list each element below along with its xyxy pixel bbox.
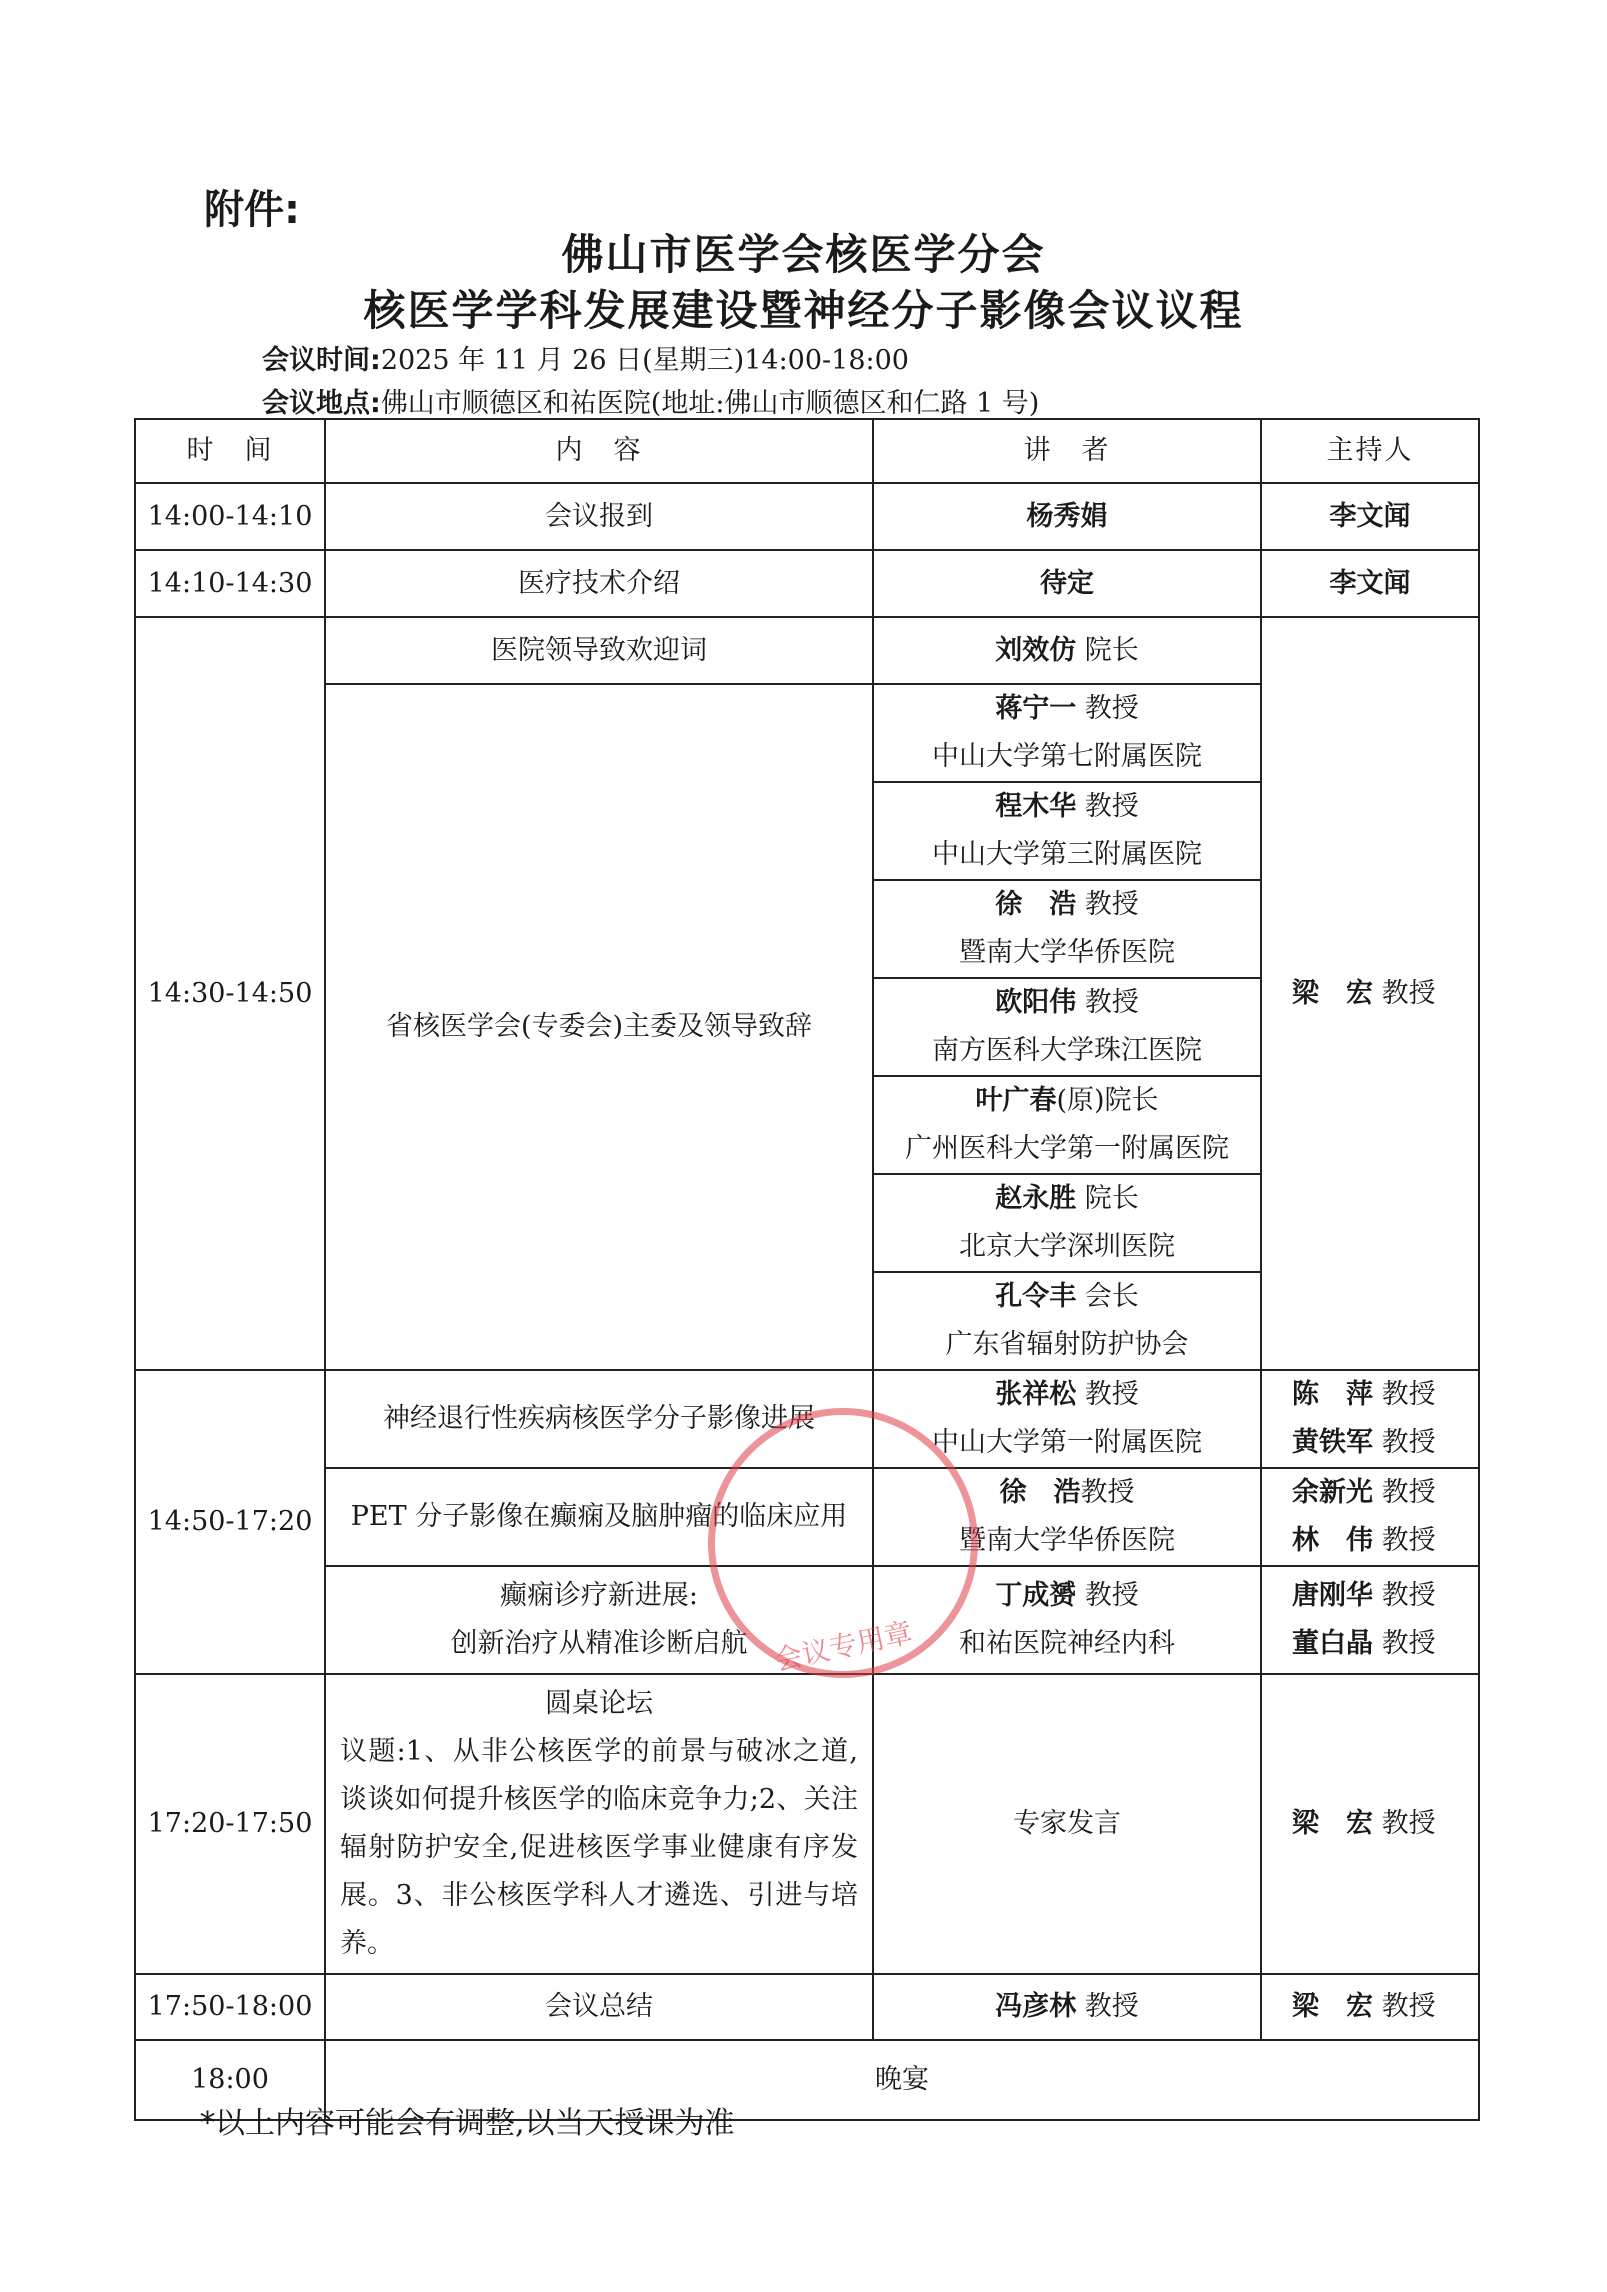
speaker-title: 教授 xyxy=(1084,1580,1139,1611)
row-time: 14:00-14:10 xyxy=(135,483,325,550)
forum-topics: 议题:1、从非公核医学的前景与破冰之道,谈谈如何提升核医学的临床竞争力;2、关注辐射防护安全,促进核医学事业健康有序发展。3、非公核医学科人才遴选、引进与培养。 xyxy=(340,1736,858,1959)
speaker-cell xyxy=(873,1272,1261,1370)
speaker-title: (原)院长 xyxy=(1056,1085,1159,1116)
speaker-org: 广东省辐射防护协会 xyxy=(945,1329,1189,1360)
speaker-name: 张祥松 xyxy=(995,1379,1077,1410)
speaker-cell xyxy=(873,684,1261,782)
meeting-place-value: 佛山市顺德区和祐医院(地址:佛山市顺德区和仁路 1 号) xyxy=(380,388,1040,419)
meeting-place-label: 会议地点: xyxy=(262,388,381,419)
row-host xyxy=(1261,1370,1479,1468)
row-speaker: 杨秀娟 xyxy=(873,483,1261,550)
table-row xyxy=(135,550,1479,617)
row-host xyxy=(1261,1468,1479,1566)
speaker-name: 欧阳伟 xyxy=(995,987,1077,1018)
document-title-line1: 佛山市医学会核医学分会 xyxy=(561,230,1046,279)
header-host: 主持人 xyxy=(1261,419,1479,483)
speaker-org: 和祐医院神经内科 xyxy=(959,1628,1175,1659)
host-name: 陈 萍 xyxy=(1292,1379,1373,1410)
row-content: 医疗技术介绍 xyxy=(325,550,873,617)
speaker-cell xyxy=(873,880,1261,978)
document-title-line2: 核医学学科发展建设暨神经分子影像会议议程 xyxy=(363,286,1244,335)
official-seal xyxy=(708,1408,978,1678)
speaker-name: 丁成赟 xyxy=(995,1580,1077,1611)
speaker-title: 教授 xyxy=(1084,1379,1139,1410)
speaker-org: 中山大学第三附属医院 xyxy=(932,839,1202,870)
host-name: 梁 宏 xyxy=(1292,977,1373,1009)
row-host xyxy=(1261,1974,1479,2040)
host-title: 教授 xyxy=(1381,1525,1436,1556)
speaker-org: 中山大学第七附属医院 xyxy=(932,741,1202,772)
speaker-title: 教授 xyxy=(1080,1477,1135,1508)
speaker-name: 程木华 xyxy=(995,791,1077,822)
speaker-org: 广州医科大学第一附属医院 xyxy=(905,1133,1229,1164)
speaker-name: 刘效仿 xyxy=(995,634,1077,666)
speaker-cell xyxy=(873,617,1261,684)
row-content: 神经退行性疾病核医学分子影像进展 xyxy=(325,1370,873,1468)
speaker-name: 徐 浩 xyxy=(995,889,1077,920)
speaker-title: 教授 xyxy=(1084,791,1139,822)
speaker-org: 南方医科大学珠江医院 xyxy=(932,1035,1202,1066)
speaker-name: 赵永胜 xyxy=(995,1183,1077,1214)
speaker-title: 教授 xyxy=(1084,1991,1139,2022)
row-speaker: 待定 xyxy=(873,550,1261,617)
host-title: 教授 xyxy=(1381,1580,1436,1611)
forum-title: 圆桌论坛 xyxy=(545,1688,653,1719)
row-time: 18:00 xyxy=(135,2040,325,2120)
table-header-row xyxy=(135,419,1479,483)
host-name: 梁 宏 xyxy=(1292,1991,1373,2022)
row-host xyxy=(1261,1566,1479,1674)
row-content: 省核医学会(专委会)主委及领导致辞 xyxy=(325,684,873,1370)
host-title: 教授 xyxy=(1381,1379,1436,1410)
meeting-place xyxy=(262,381,1039,420)
row-speaker: 专家发言 xyxy=(873,1674,1261,1974)
speaker-name: 徐 浩 xyxy=(999,1477,1081,1508)
row-content: PET 分子影像在癫痫及脑肿瘤的临床应用 xyxy=(325,1468,873,1566)
meeting-time-label: 会议时间: xyxy=(262,345,381,376)
speaker-title: 院长 xyxy=(1084,1183,1139,1214)
meeting-time-value: 2025 年 11 月 26 日(星期三)14:00-18:00 xyxy=(380,345,909,376)
row-content: 晚宴 xyxy=(325,2040,1479,2120)
row-host: 李文闻 xyxy=(1261,550,1479,617)
speaker-title: 教授 xyxy=(1084,693,1139,724)
host-name: 林 伟 xyxy=(1292,1525,1373,1556)
speaker-title: 教授 xyxy=(1084,889,1139,920)
host-name: 黄铁军 xyxy=(1292,1427,1373,1458)
speaker-cell xyxy=(873,782,1261,880)
row-host xyxy=(1261,617,1479,1370)
table-row xyxy=(135,617,1479,684)
speaker-org: 暨南大学华侨医院 xyxy=(959,1525,1175,1556)
row-host: 李文闻 xyxy=(1261,483,1479,550)
speaker-name: 蒋宁一 xyxy=(995,693,1077,724)
row-host xyxy=(1261,1674,1479,1974)
header-speaker: 讲 者 xyxy=(873,419,1261,483)
speaker-cell xyxy=(873,1974,1261,2040)
row-time: 14:30-14:50 xyxy=(135,617,325,1370)
speaker-title: 院长 xyxy=(1084,634,1139,666)
agenda-table xyxy=(134,418,1480,2121)
host-title: 教授 xyxy=(1381,1808,1436,1839)
speaker-title: 会长 xyxy=(1084,1281,1139,1312)
host-title: 教授 xyxy=(1381,1477,1436,1508)
table-row xyxy=(135,1974,1479,2040)
content-line: 创新治疗从精准诊断启航 xyxy=(450,1628,748,1659)
speaker-cell xyxy=(873,978,1261,1076)
host-title: 教授 xyxy=(1381,977,1436,1009)
header-content: 内 容 xyxy=(325,419,873,483)
row-time: 17:20-17:50 xyxy=(135,1674,325,1974)
meeting-time xyxy=(262,338,909,377)
host-name: 董白晶 xyxy=(1292,1628,1373,1659)
footer-note: *以上内容可能会有调整,以当天授课为准 xyxy=(200,2106,735,2141)
row-time: 17:50-18:00 xyxy=(135,1974,325,2040)
host-title: 教授 xyxy=(1381,1427,1436,1458)
row-time: 14:10-14:30 xyxy=(135,550,325,617)
speaker-cell xyxy=(873,1174,1261,1272)
host-title: 教授 xyxy=(1381,1628,1436,1659)
host-title: 教授 xyxy=(1381,1991,1436,2022)
row-content: 会议总结 xyxy=(325,1974,873,2040)
speaker-org: 北京大学深圳医院 xyxy=(959,1231,1175,1262)
content-line: 癫痫诊疗新进展: xyxy=(499,1580,699,1611)
speaker-title: 教授 xyxy=(1084,987,1139,1018)
host-name: 唐刚华 xyxy=(1292,1580,1373,1611)
speaker-org: 中山大学第一附属医院 xyxy=(932,1427,1202,1458)
host-name: 梁 宏 xyxy=(1292,1808,1373,1839)
attachment-label: 附件: xyxy=(204,187,300,233)
speaker-name: 叶广春 xyxy=(975,1085,1057,1116)
row-time: 14:50-17:20 xyxy=(135,1370,325,1674)
seal-text: 会议专用章 xyxy=(771,1615,916,1678)
speaker-name: 孔令丰 xyxy=(995,1281,1077,1312)
speaker-cell xyxy=(873,1076,1261,1174)
header-time: 时 间 xyxy=(135,419,325,483)
row-content xyxy=(325,1674,873,1974)
speaker-org: 暨南大学华侨医院 xyxy=(959,937,1175,968)
row-content: 会议报到 xyxy=(325,483,873,550)
table-row xyxy=(135,1674,1479,1974)
table-row xyxy=(135,483,1479,550)
row-content: 医院领导致欢迎词 xyxy=(325,617,873,684)
speaker-name: 冯彦林 xyxy=(995,1991,1077,2022)
host-name: 余新光 xyxy=(1292,1477,1373,1508)
